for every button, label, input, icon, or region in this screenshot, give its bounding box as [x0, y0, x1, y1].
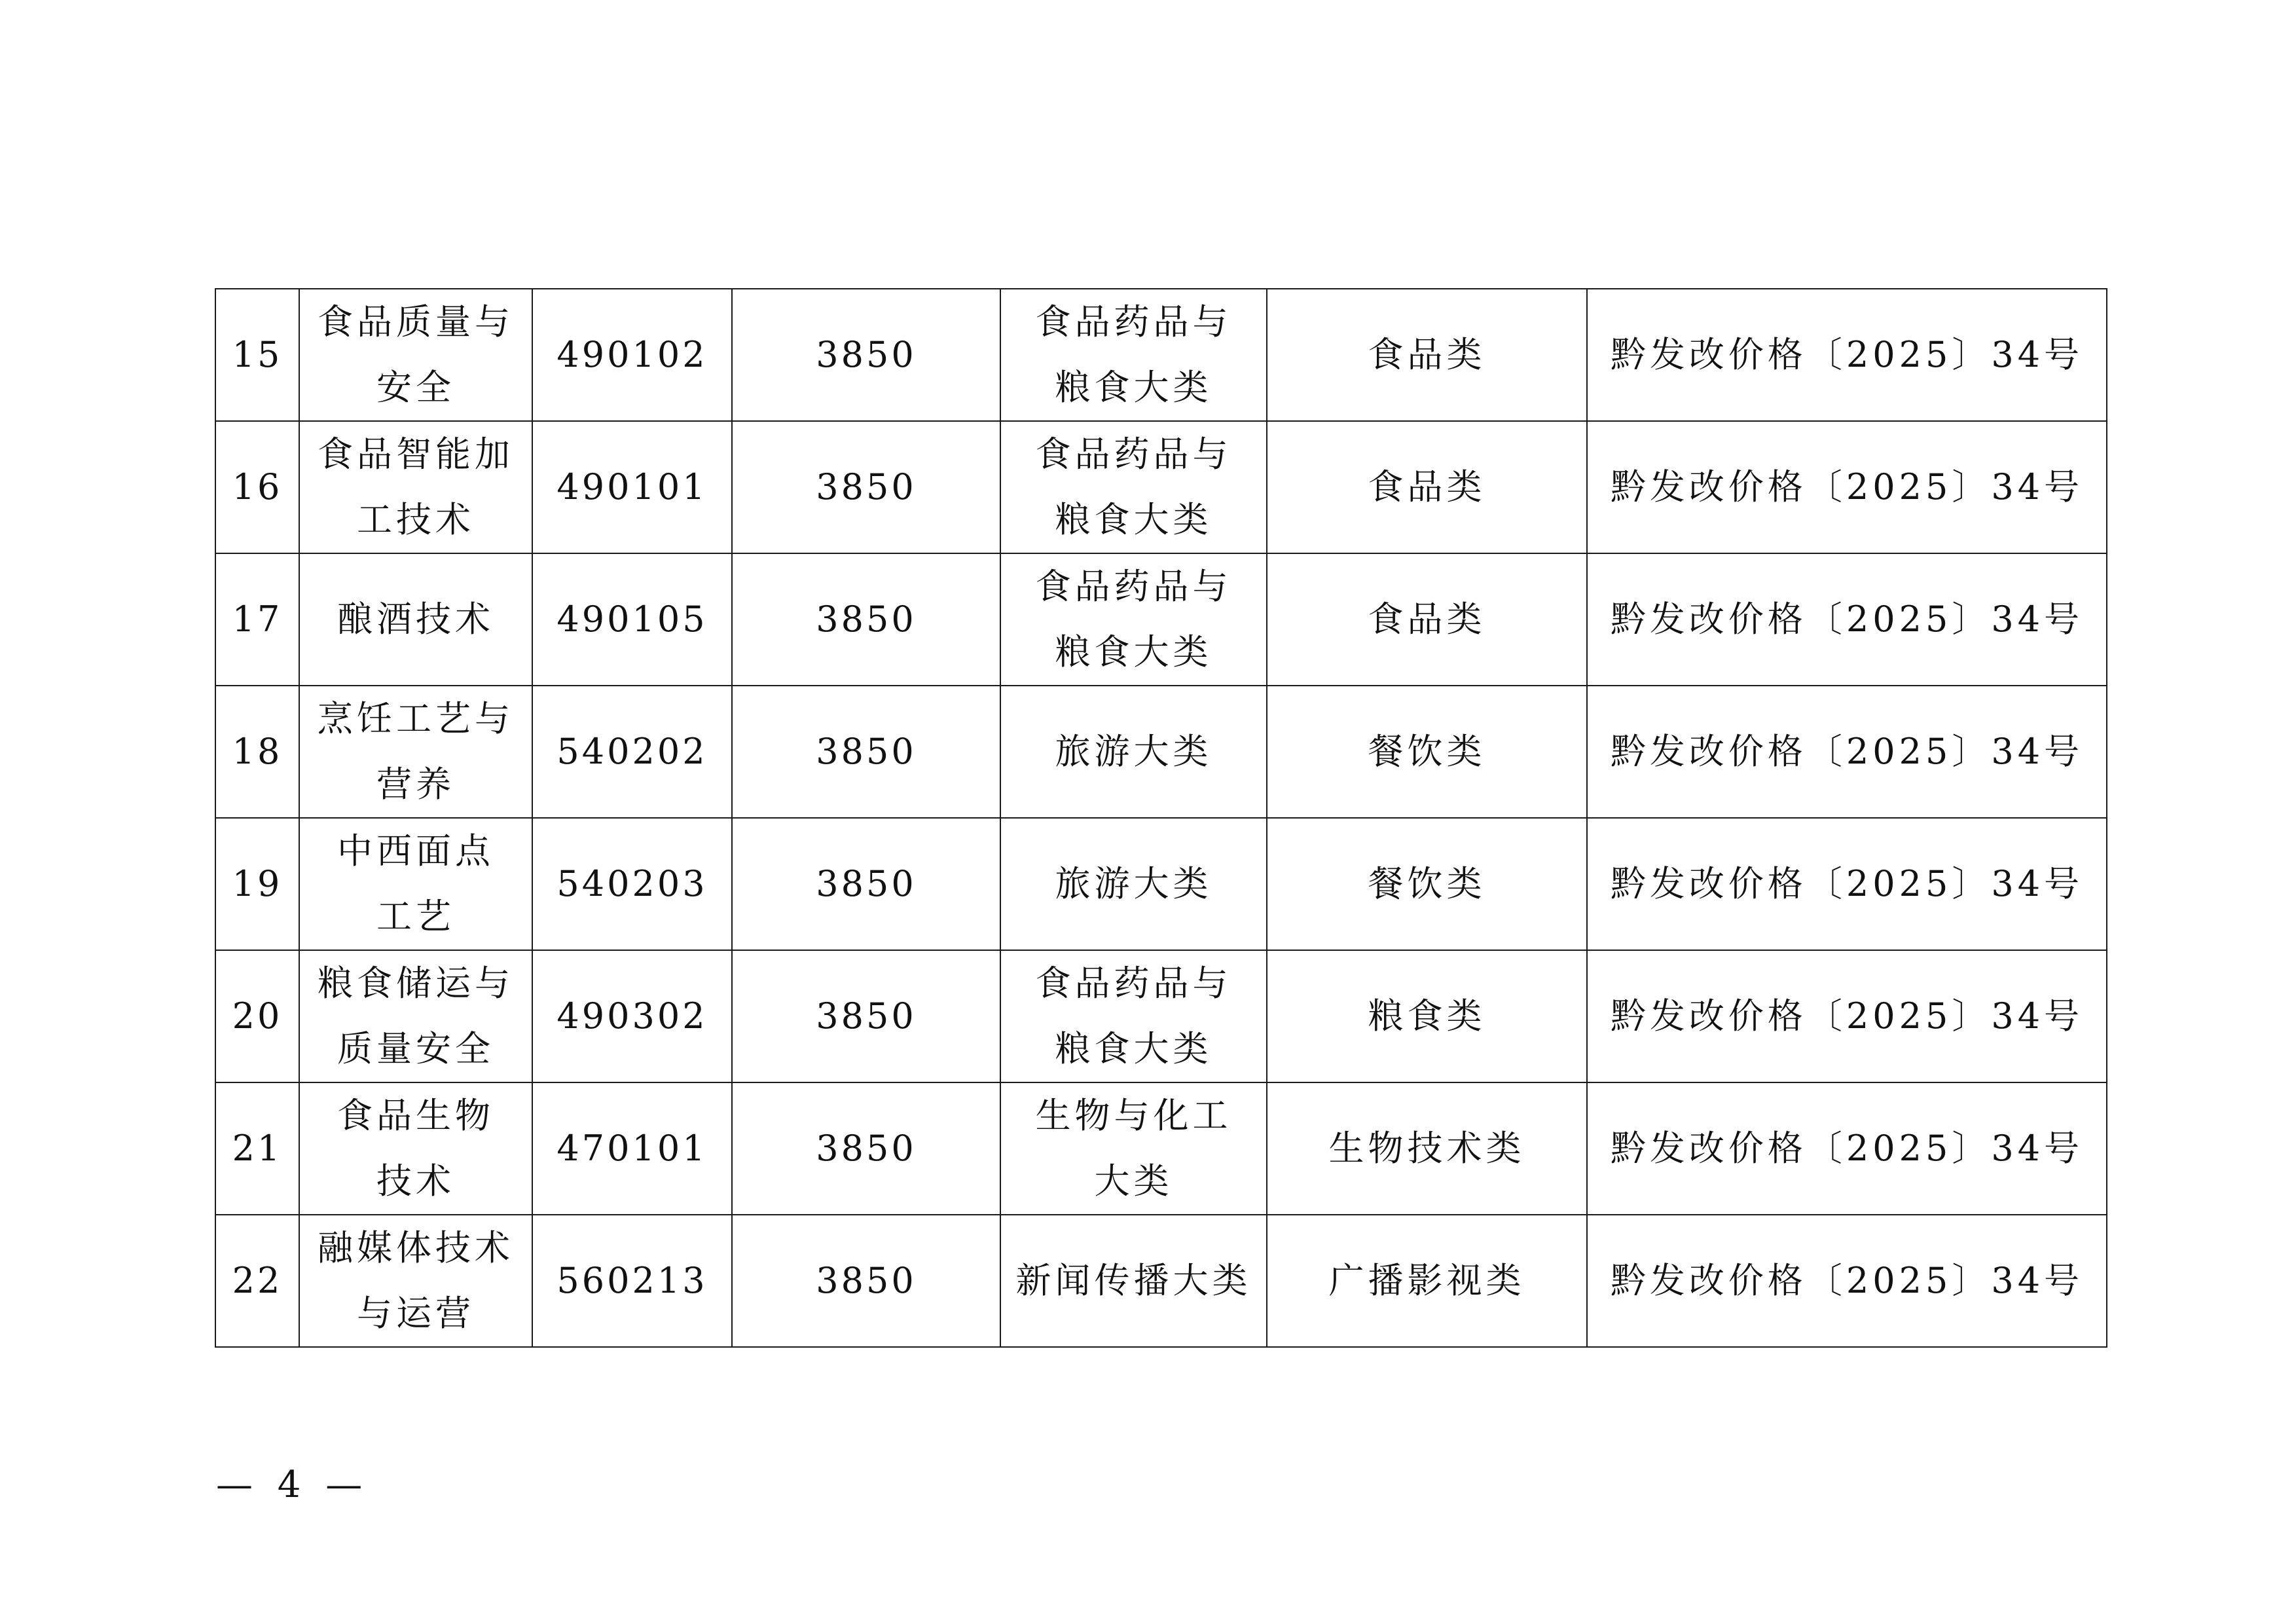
row-number-cell [215, 1082, 299, 1215]
fee-cell-text: 3850 [816, 863, 917, 904]
document-cell-text: 黔发改价格〔2025〕34号 [1610, 995, 2084, 1037]
major-name-cell-text: 中西面点 工艺 [337, 830, 494, 937]
category-cell-text: 食品药品与 粮食大类 [1035, 434, 1232, 540]
row-number-cell [215, 421, 299, 553]
major-code-cell [532, 289, 732, 421]
document-cell [1587, 289, 2107, 421]
row-number-cell-text: 17 [232, 599, 283, 640]
fee-cell [732, 421, 1000, 553]
major-code-cell-text: 560213 [556, 1260, 708, 1301]
document-cell [1587, 1215, 2107, 1347]
row-number-cell-text: 19 [232, 863, 283, 904]
fee-cell [732, 818, 1000, 950]
table-row [215, 818, 2107, 950]
subcategory-cell [1267, 1215, 1587, 1347]
document-cell [1587, 818, 2107, 950]
category-cell [1000, 686, 1267, 818]
major-code-cell-text: 470101 [556, 1128, 708, 1169]
major-name-cell-text: 酿酒技术 [337, 599, 494, 640]
subcategory-cell [1267, 1082, 1587, 1215]
row-number-cell-text: 21 [232, 1128, 283, 1169]
row-number-cell-text: 20 [232, 995, 283, 1037]
major-name-cell [299, 818, 532, 950]
subcategory-cell-text: 食品类 [1368, 466, 1486, 507]
major-code-cell-text: 490101 [556, 466, 708, 507]
major-name-cell [299, 950, 532, 1082]
major-name-cell [299, 1082, 532, 1215]
row-number-cell-text: 22 [232, 1260, 283, 1301]
category-cell-text: 旅游大类 [1055, 863, 1212, 904]
category-cell-text: 生物与化工 大类 [1035, 1095, 1232, 1202]
fee-cell [732, 1215, 1000, 1347]
document-cell [1587, 553, 2107, 686]
major-name-cell-text: 粮食储运与 质量安全 [318, 963, 514, 1069]
subcategory-cell-text: 广播影视类 [1328, 1260, 1525, 1301]
document-cell-text: 黔发改价格〔2025〕34号 [1610, 334, 2084, 375]
document-cell [1587, 686, 2107, 818]
subcategory-cell-text: 粮食类 [1368, 995, 1486, 1037]
fee-cell [732, 950, 1000, 1082]
major-code-cell [532, 950, 732, 1082]
fee-table [215, 288, 2107, 1348]
fee-cell [732, 686, 1000, 818]
row-number-cell-text: 15 [232, 334, 283, 375]
category-cell [1000, 950, 1267, 1082]
major-name-cell-text: 食品质量与 安全 [318, 301, 514, 408]
subcategory-cell-text: 食品类 [1368, 334, 1486, 375]
subcategory-cell [1267, 553, 1587, 686]
category-cell [1000, 1082, 1267, 1215]
major-code-cell-text: 490102 [556, 334, 708, 375]
subcategory-cell [1267, 289, 1587, 421]
subcategory-cell-text: 生物技术类 [1328, 1128, 1525, 1169]
document-cell-text: 黔发改价格〔2025〕34号 [1610, 863, 2084, 904]
major-name-cell-text: 食品生物 技术 [337, 1095, 494, 1202]
row-number-cell [215, 686, 299, 818]
major-name-cell [299, 421, 532, 553]
fee-cell-text: 3850 [816, 599, 917, 640]
row-number-cell-text: 16 [232, 466, 283, 507]
major-code-cell-text: 540203 [556, 863, 708, 904]
major-code-cell [532, 1215, 732, 1347]
subcategory-cell-text: 餐饮类 [1368, 731, 1486, 772]
category-cell [1000, 818, 1267, 950]
table-row [215, 289, 2107, 421]
subcategory-cell [1267, 686, 1587, 818]
table-row [215, 421, 2107, 553]
fee-cell [732, 1082, 1000, 1215]
table-row [215, 686, 2107, 818]
category-cell [1000, 553, 1267, 686]
row-number-cell [215, 289, 299, 421]
fee-cell [732, 553, 1000, 686]
major-code-cell-text: 540202 [556, 731, 708, 772]
category-cell [1000, 421, 1267, 553]
category-cell-text: 旅游大类 [1055, 731, 1212, 772]
major-code-cell [532, 553, 732, 686]
document-cell-text: 黔发改价格〔2025〕34号 [1610, 599, 2084, 640]
category-cell-text: 食品药品与 粮食大类 [1035, 963, 1232, 1069]
table-row [215, 1082, 2107, 1215]
document-cell [1587, 950, 2107, 1082]
table-row [215, 1215, 2107, 1347]
major-name-cell-text: 烹饪工艺与 营养 [318, 698, 514, 805]
page-number: — 4 — [216, 1464, 369, 1506]
category-cell-text: 食品药品与 粮食大类 [1035, 301, 1232, 408]
major-code-cell [532, 421, 732, 553]
row-number-cell [215, 553, 299, 686]
category-cell-text: 新闻传播大类 [1015, 1260, 1252, 1301]
fee-cell-text: 3850 [816, 466, 917, 507]
fee-cell-text: 3850 [816, 334, 917, 375]
major-code-cell [532, 1082, 732, 1215]
major-code-cell-text: 490302 [556, 995, 708, 1037]
fee-cell-text: 3850 [816, 1260, 917, 1301]
major-name-cell [299, 289, 532, 421]
major-code-cell [532, 818, 732, 950]
fee-cell-text: 3850 [816, 1128, 917, 1169]
document-cell-text: 黔发改价格〔2025〕34号 [1610, 466, 2084, 507]
row-number-cell [215, 1215, 299, 1347]
table-row [215, 950, 2107, 1082]
fee-cell-text: 3850 [816, 731, 917, 772]
document-cell [1587, 421, 2107, 553]
category-cell [1000, 1215, 1267, 1347]
document-cell-text: 黔发改价格〔2025〕34号 [1610, 1128, 2084, 1169]
subcategory-cell-text: 食品类 [1368, 599, 1486, 640]
document-cell-text: 黔发改价格〔2025〕34号 [1610, 1260, 2084, 1301]
major-code-cell-text: 490105 [556, 599, 708, 640]
major-code-cell [532, 686, 732, 818]
table-row [215, 553, 2107, 686]
row-number-cell [215, 818, 299, 950]
major-name-cell-text: 食品智能加 工技术 [318, 434, 514, 540]
major-name-cell [299, 686, 532, 818]
major-name-cell [299, 1215, 532, 1347]
major-name-cell [299, 553, 532, 686]
table-body [215, 289, 2107, 1347]
subcategory-cell [1267, 818, 1587, 950]
category-cell-text: 食品药品与 粮食大类 [1035, 566, 1232, 673]
subcategory-cell [1267, 421, 1587, 553]
fee-cell [732, 289, 1000, 421]
category-cell [1000, 289, 1267, 421]
fee-cell-text: 3850 [816, 995, 917, 1037]
document-cell [1587, 1082, 2107, 1215]
row-number-cell-text: 18 [232, 731, 283, 772]
row-number-cell [215, 950, 299, 1082]
subcategory-cell-text: 餐饮类 [1368, 863, 1486, 904]
document-cell-text: 黔发改价格〔2025〕34号 [1610, 731, 2084, 772]
major-name-cell-text: 融媒体技术 与运营 [318, 1227, 514, 1334]
subcategory-cell [1267, 950, 1587, 1082]
